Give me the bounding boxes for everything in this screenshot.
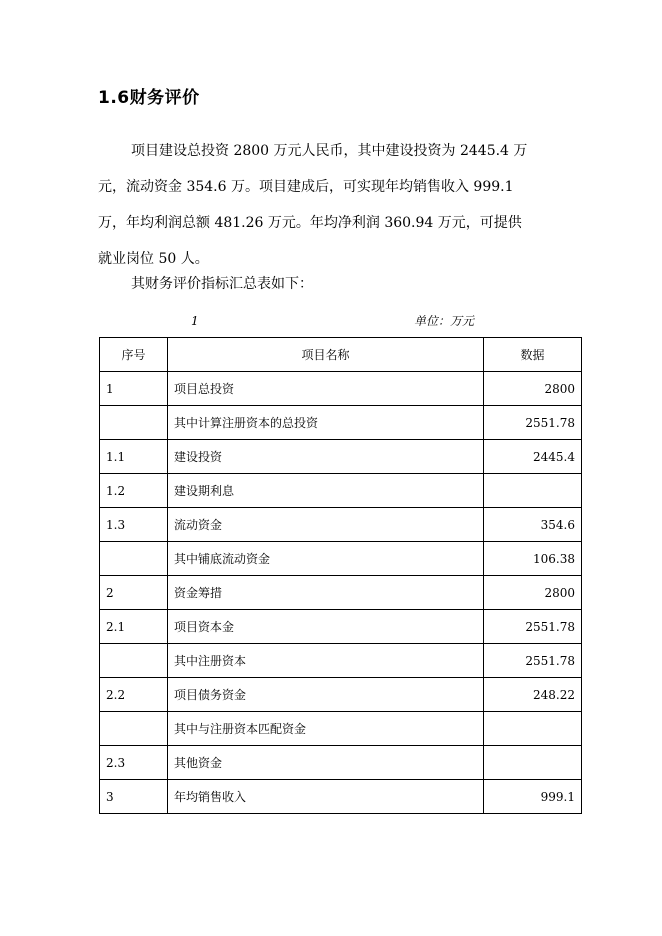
row-item-name: 其中与注册资本匹配资金 [168, 712, 484, 746]
table-row [100, 644, 582, 678]
row-item-name: 流动资金 [168, 508, 484, 542]
row-value [484, 474, 582, 508]
row-value: 2800 [484, 372, 582, 406]
row-value: 999.1 [484, 780, 582, 814]
table-header-row [100, 338, 582, 372]
body-paragraph [98, 133, 568, 277]
row-item-name: 项目总投资 [168, 372, 484, 406]
row-value: 2445.4 [484, 440, 582, 474]
row-item-name: 建设投资 [168, 440, 484, 474]
row-index: 1 [100, 372, 168, 406]
row-value [484, 746, 582, 780]
table-row [100, 542, 582, 576]
table-row [100, 678, 582, 712]
row-item-name: 其中注册资本 [168, 644, 484, 678]
table-row [100, 440, 582, 474]
paragraph-line: 元，流动资金 354.6 万。项目建成后，可实现年均销售收入 999.1 [98, 179, 514, 195]
row-item-name: 项目资本金 [168, 610, 484, 644]
row-value: 354.6 [484, 508, 582, 542]
paragraph-line: 就业岗位 50 人。 [98, 251, 209, 267]
row-item-name: 其他资金 [168, 746, 484, 780]
table-row [100, 406, 582, 440]
row-index: 1.2 [100, 474, 168, 508]
row-index [100, 542, 168, 576]
table-row [100, 576, 582, 610]
row-index [100, 712, 168, 746]
financial-summary-table [99, 337, 582, 814]
table-row [100, 712, 582, 746]
row-value [484, 712, 582, 746]
paragraph-line: 项目建设总投资 2800 万元人民币，其中建设投资为 2445.4 万 [131, 143, 528, 159]
table-intro-text: 其财务评价指标汇总表如下： [131, 276, 313, 292]
row-item-name: 资金筹措 [168, 576, 484, 610]
row-index: 2.2 [100, 678, 168, 712]
section-heading: 1.6财务评价 [98, 88, 200, 108]
row-value: 2551.78 [484, 406, 582, 440]
paragraph-line: 万，年均利润总额 481.26 万元。年均净利润 360.94 万元，可提供 [98, 215, 522, 231]
table-number: 1 [191, 314, 199, 328]
table-row [100, 372, 582, 406]
header-item-name: 项目名称 [168, 338, 484, 372]
row-value: 2551.78 [484, 644, 582, 678]
row-item-name: 其中铺底流动资金 [168, 542, 484, 576]
table-unit-caption: 单位：万元 [414, 314, 475, 328]
row-value: 2551.78 [484, 610, 582, 644]
row-value: 2800 [484, 576, 582, 610]
row-index [100, 644, 168, 678]
row-index: 2.3 [100, 746, 168, 780]
row-index: 2 [100, 576, 168, 610]
row-item-name: 建设期利息 [168, 474, 484, 508]
table-row [100, 474, 582, 508]
table-row [100, 746, 582, 780]
row-index [100, 406, 168, 440]
table-row [100, 508, 582, 542]
header-value: 数据 [484, 338, 582, 372]
row-item-name: 其中计算注册资本的总投资 [168, 406, 484, 440]
row-index: 3 [100, 780, 168, 814]
row-value: 106.38 [484, 542, 582, 576]
row-index: 1.1 [100, 440, 168, 474]
row-item-name: 年均销售收入 [168, 780, 484, 814]
table-row [100, 610, 582, 644]
header-index: 序号 [100, 338, 168, 372]
row-value: 248.22 [484, 678, 582, 712]
table-row [100, 780, 582, 814]
row-index: 1.3 [100, 508, 168, 542]
row-item-name: 项目债务资金 [168, 678, 484, 712]
row-index: 2.1 [100, 610, 168, 644]
